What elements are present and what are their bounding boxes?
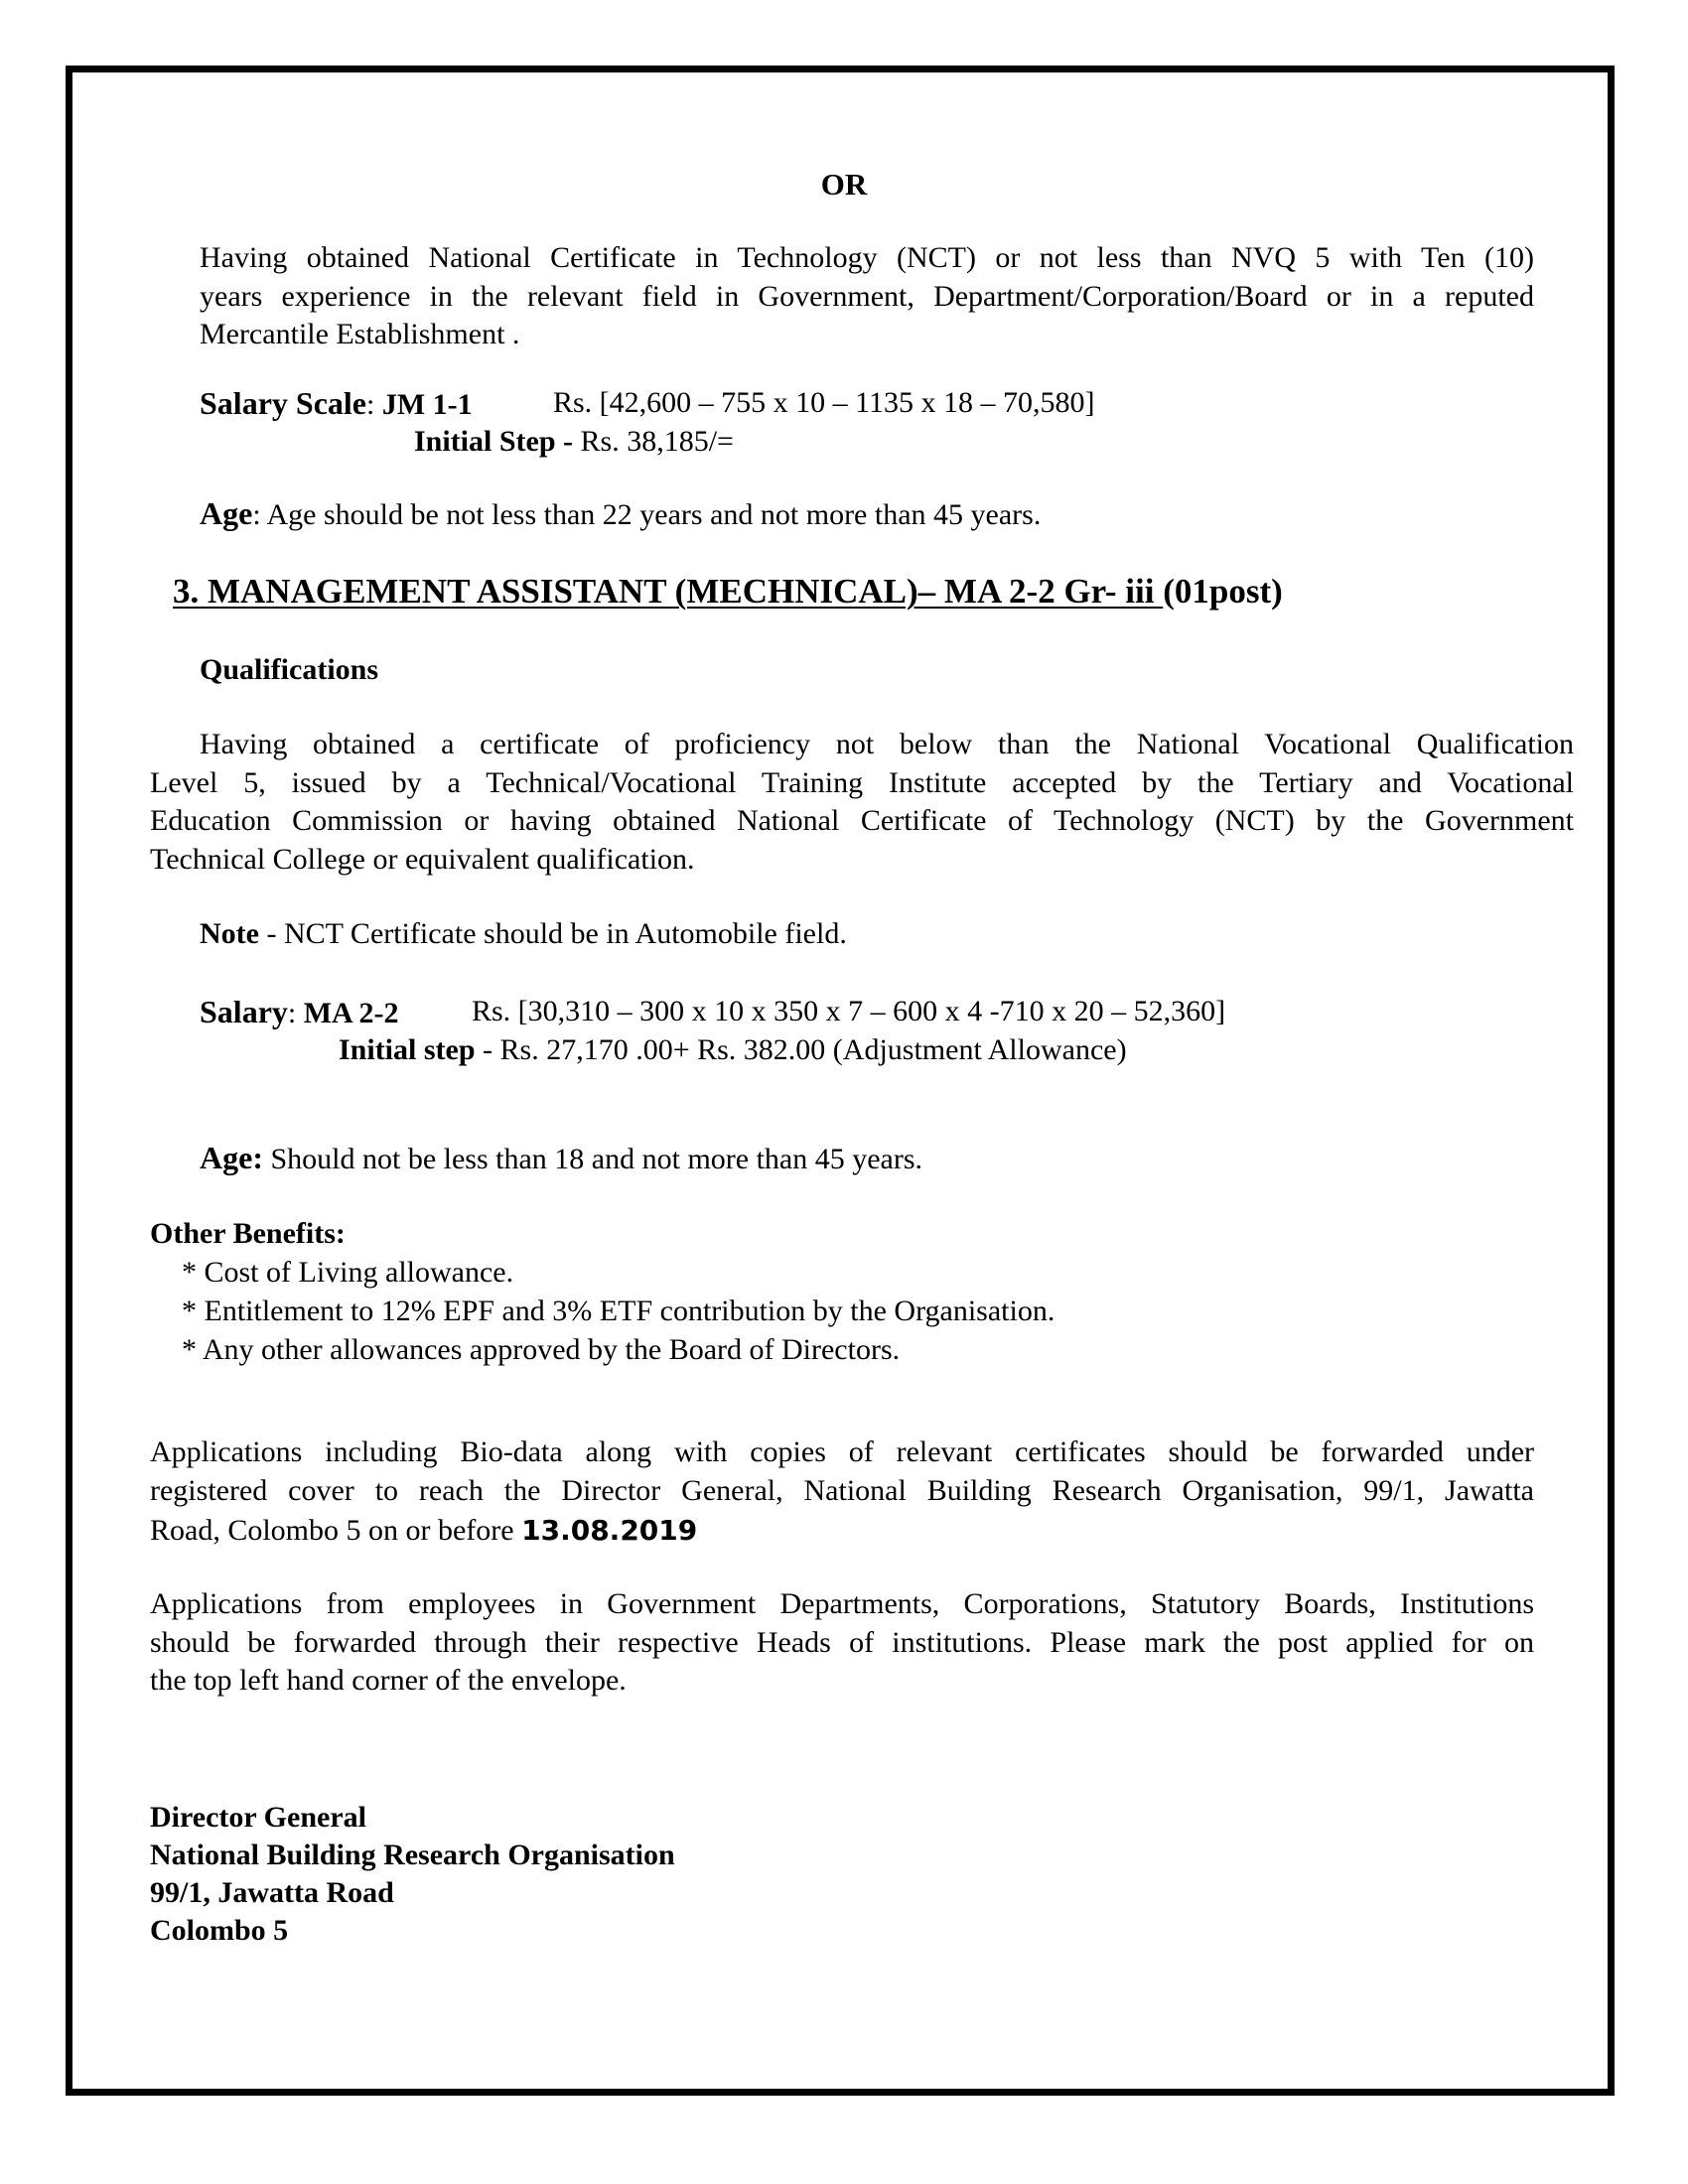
paragraph-line [150, 1510, 1534, 1552]
qualifications-heading: Qualifications [200, 653, 379, 686]
section-3-title: 3. MANAGEMENT ASSISTANT (MECHNICAL)– MA 2-2 Gr- iii [173, 572, 1164, 611]
salary-scale-range: Rs. [42,600 – 755 x 10 – 1135 x 18 – 70,580] [553, 386, 1095, 419]
age-requirement-line-ma [200, 1139, 922, 1178]
other-benefits-heading: Other Benefits: [150, 1217, 346, 1250]
salary-separator: : [287, 997, 304, 1029]
note-text: - NCT Certificate should be in Automobile field. [258, 917, 847, 950]
paragraph-line: Having obtained National Certificate in Technology (NCT) or not less than NVQ 5 with Ten (10) [200, 241, 1534, 274]
salary-scale-line [200, 384, 473, 424]
paragraph-line: Applications including Bio-data along with copies of relevant certificates should be forwarded under [150, 1435, 1534, 1468]
benefit-item: * Cost of Living allowance. [182, 1256, 514, 1289]
address-line: Director General [150, 1801, 366, 1834]
paragraph-line: Mercantile Establishment . [200, 318, 520, 350]
salary-label: Salary [200, 994, 288, 1029]
benefit-item: * Entitlement to 12% EPF and 3% ETF contribution by the Organisation. [182, 1295, 1055, 1327]
salary-scale-label: Salary Scale [200, 385, 366, 421]
initial-step-line [414, 423, 734, 461]
age-requirement-line [200, 494, 1041, 534]
paragraph-line: registered cover to reach the Director General, National Building Research Organisation, 99/1, Jawatta [150, 1473, 1534, 1507]
age-text: : Age should be not less than 22 years and not more than 45 years. [252, 498, 1042, 531]
note-label: Note [200, 917, 259, 950]
paragraph-line: Level 5, issued by a Technical/Vocational Training Institute accepted by the Tertiary and Vocational [150, 765, 1574, 799]
address-line: 99/1, Jawatta Road [150, 1876, 394, 1909]
page-border [66, 66, 1615, 2096]
nct-qualification-paragraph [200, 239, 1534, 354]
salary-line [200, 993, 399, 1032]
age-label-ma: Age: [200, 1140, 263, 1175]
benefit-item: * Any other allowances approved by the Board of Directors. [182, 1333, 901, 1366]
paragraph-line: the top left hand corner of the envelope. [150, 1664, 627, 1697]
initial-step-label: Initial Step - [414, 425, 574, 458]
age-label: Age [200, 495, 253, 531]
paragraph-line: Technical College or equivalent qualification. [150, 842, 695, 876]
salary-scale-separator: : [365, 388, 382, 421]
salary-range: Rs. [30,310 – 300 x 10 x 350 x 7 – 600 x 4 -710 x 20 – 52,360] [472, 995, 1226, 1027]
closing-date-text: Road, Colombo 5 on or before [150, 1514, 522, 1547]
government-employees-paragraph [150, 1585, 1534, 1701]
address-line: Colombo 5 [150, 1914, 289, 1947]
section-3-post-count: (01post) [1163, 572, 1283, 611]
initial-step-value-ma: - Rs. 27,170 .00+ Rs. 382.00 (Adjustment Allowance) [475, 1033, 1127, 1066]
section-3-heading [173, 572, 1283, 612]
age-text-ma: Should not be less than 18 and not more than 45 years. [262, 1143, 923, 1175]
initial-step-label-ma: Initial step [339, 1033, 476, 1066]
initial-step-value: Rs. 38,185/= [573, 425, 734, 458]
note-line [200, 915, 847, 953]
closing-date: 13.08.2019 [521, 1514, 698, 1547]
paragraph-line: Having obtained a certificate of proficiency not below than the National Vocational Qualification [200, 728, 1574, 760]
paragraph-line: should be forwarded through their respective Heads of institutions. Please mark the post applied for on [150, 1625, 1534, 1659]
initial-step-line-ma [339, 1031, 1127, 1069]
address-line: National Building Research Organisation [150, 1839, 675, 1871]
salary-code: MA 2-2 [303, 997, 399, 1029]
or-heading: OR [820, 167, 868, 202]
salary-scale-code: JM 1-1 [381, 388, 473, 421]
paragraph-line: Applications from employees in Government Departments, Corporations, Statutory Boards, Institutions [150, 1587, 1534, 1620]
paragraph-line: years experience in the relevant field in Government, Department/Corporation/Board or in a reputed [200, 279, 1534, 313]
section-3-qualification-paragraph [150, 726, 1574, 879]
applications-paragraph [150, 1433, 1534, 1552]
paragraph-line: Education Commission or having obtained National Certificate of Technology (NCT) by the Government [150, 804, 1574, 837]
